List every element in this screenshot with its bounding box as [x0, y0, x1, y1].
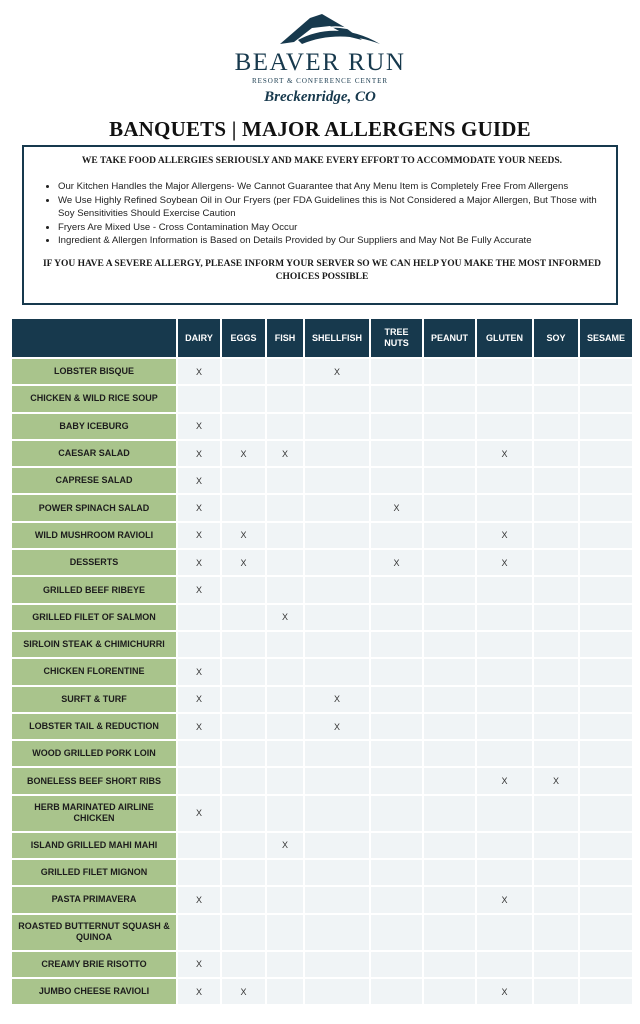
allergen-cell: [534, 687, 578, 712]
table-row: [12, 741, 632, 766]
column-header: GLUTEN: [477, 319, 532, 357]
allergen-cell: [534, 386, 578, 411]
allergen-cell: X: [178, 441, 220, 466]
allergen-cell: [222, 833, 265, 858]
allergen-cell: [424, 915, 475, 950]
brand-location: Breckenridge, CO: [264, 89, 376, 105]
notice-list: [42, 180, 602, 248]
allergen-cell: [534, 741, 578, 766]
allergen-cell: [371, 386, 422, 411]
allergen-cell: X: [178, 952, 220, 977]
allergen-cell: X: [267, 441, 303, 466]
allergen-cell: [267, 523, 303, 548]
dish-name: JUMBO CHEESE RAVIOLI: [12, 979, 176, 1004]
allergen-cell: [580, 887, 632, 912]
allergen-cell: X: [222, 523, 265, 548]
allergen-cell: [477, 495, 532, 520]
allergen-cell: [305, 550, 369, 575]
allergen-cell: [424, 577, 475, 602]
column-header: PEANUT: [424, 319, 475, 357]
allergen-cell: [580, 741, 632, 766]
column-header: DAIRY: [178, 319, 220, 357]
allergen-cell: X: [477, 441, 532, 466]
table-row: [12, 714, 632, 739]
allergen-cell: [580, 659, 632, 684]
allergen-cell: [424, 687, 475, 712]
allergen-cell: [305, 833, 369, 858]
allergen-cell: [178, 768, 220, 793]
allergen-cell: [371, 714, 422, 739]
brand-name: BEAVER RUN: [234, 49, 406, 76]
notice-footer: IF YOU HAVE A SEVERE ALLERGY, PLEASE INFORM YOUR SERVER SO WE CAN HELP YOU MAKE THE MOST INFORMED CHOICES POSSIBLE: [42, 258, 602, 282]
allergen-cell: [371, 915, 422, 950]
allergen-cell: [580, 952, 632, 977]
dish-name: PASTA PRIMAVERA: [12, 887, 176, 912]
allergen-cell: [178, 915, 220, 950]
allergen-cell: [580, 687, 632, 712]
dish-name: LOBSTER TAIL & REDUCTION: [12, 714, 176, 739]
allergen-cell: [580, 386, 632, 411]
allergen-cell: [371, 687, 422, 712]
allergen-cell: [222, 714, 265, 739]
allergen-cell: [477, 796, 532, 831]
allergen-cell: [267, 632, 303, 657]
allergen-cell: [267, 359, 303, 384]
allergen-cell: [580, 915, 632, 950]
allergen-cell: [424, 860, 475, 885]
allergen-cell: [477, 741, 532, 766]
dish-name: POWER SPINACH SALAD: [12, 495, 176, 520]
dish-name: CHICKEN FLORENTINE: [12, 659, 176, 684]
allergen-cell: [267, 979, 303, 1004]
allergen-cell: [534, 468, 578, 493]
allergen-cell: X: [305, 687, 369, 712]
allergen-cell: [477, 414, 532, 439]
allergen-cell: X: [477, 887, 532, 912]
dish-name: ISLAND GRILLED MAHI MAHI: [12, 833, 176, 858]
allergen-cell: [477, 714, 532, 739]
dish-name: HERB MARINATED AIRLINE CHICKEN: [12, 796, 176, 831]
allergen-cell: [477, 468, 532, 493]
allergen-cell: [222, 605, 265, 630]
allergen-cell: [305, 952, 369, 977]
mountain-logo-icon: [250, 10, 390, 48]
allergen-cell: [305, 979, 369, 1004]
allergen-cell: [371, 414, 422, 439]
allergen-cell: [477, 833, 532, 858]
notice-bullet: • Ingredient & Allergen Information is Based on Details Provided by Our Suppliers and May Not Be Fully Accurate: [58, 234, 602, 248]
allergen-cell: [371, 860, 422, 885]
allergen-cell: X: [534, 768, 578, 793]
dish-name: WOOD GRILLED PORK LOIN: [12, 741, 176, 766]
allergen-cell: [371, 887, 422, 912]
allergen-cell: [580, 414, 632, 439]
allergen-cell: [424, 833, 475, 858]
allergen-cell: [477, 687, 532, 712]
allergen-cell: X: [178, 414, 220, 439]
allergen-cell: [534, 632, 578, 657]
notice-heading: WE TAKE FOOD ALLERGIES SERIOUSLY AND MAKE EVERY EFFORT TO ACCOMMODATE YOUR NEEDS.: [81, 156, 563, 166]
allergen-cell: [178, 860, 220, 885]
table-row: [12, 386, 632, 411]
header-corner: [12, 319, 176, 357]
column-header: EGGS: [222, 319, 265, 357]
allergen-cell: X: [178, 714, 220, 739]
allergen-cell: X: [305, 714, 369, 739]
allergen-cell: [424, 468, 475, 493]
allergen-cell: [534, 979, 578, 1004]
table-row: [12, 359, 632, 384]
dish-name: GRILLED BEEF RIBEYE: [12, 577, 176, 602]
allergen-cell: [424, 523, 475, 548]
allergen-cell: [580, 632, 632, 657]
table-row: [12, 659, 632, 684]
allergen-cell: [534, 714, 578, 739]
allergen-cell: [222, 952, 265, 977]
allergen-cell: [580, 833, 632, 858]
allergen-cell: [580, 979, 632, 1004]
allergen-cell: [534, 952, 578, 977]
dish-name: BABY ICEBURG: [12, 414, 176, 439]
allergen-cell: [424, 495, 475, 520]
allergen-cell: [371, 796, 422, 831]
dish-name: WILD MUSHROOM RAVIOLI: [12, 523, 176, 548]
column-header: SOY: [534, 319, 578, 357]
dish-name: SIRLOIN STEAK & CHIMICHURRI: [12, 632, 176, 657]
allergen-cell: X: [305, 359, 369, 384]
dish-name: GRILLED FILET MIGNON: [12, 860, 176, 885]
allergen-cell: [267, 741, 303, 766]
allergen-table: [10, 317, 634, 1006]
notice-bullet: • We Use Highly Refined Soybean Oil in Our Fryers (per FDA Guidelines this is Not Considered a Major Allergen, But Those with Soy Sensitivities Should Exercise Caution: [58, 194, 602, 221]
allergen-cell: [305, 915, 369, 950]
allergen-cell: [424, 979, 475, 1004]
allergen-cell: [305, 887, 369, 912]
table-row: [12, 441, 632, 466]
allergen-cell: [305, 468, 369, 493]
table-row: [12, 915, 632, 950]
allergen-cell: [424, 441, 475, 466]
table-row: [12, 979, 632, 1004]
allergen-cell: [371, 979, 422, 1004]
allergen-cell: [534, 915, 578, 950]
table-row: [12, 550, 632, 575]
table-row: [12, 887, 632, 912]
table-header-row: [12, 319, 632, 357]
table-row: [12, 768, 632, 793]
allergen-cell: X: [178, 359, 220, 384]
table-row: [12, 523, 632, 548]
allergen-cell: [371, 833, 422, 858]
allergen-cell: [267, 887, 303, 912]
allergen-cell: X: [371, 550, 422, 575]
allergen-cell: [534, 659, 578, 684]
allergen-cell: [371, 952, 422, 977]
allergen-cell: [424, 550, 475, 575]
allergen-cell: [222, 359, 265, 384]
allergen-cell: [222, 414, 265, 439]
allergen-cell: [371, 523, 422, 548]
allergen-cell: X: [222, 979, 265, 1004]
allergen-cell: [580, 768, 632, 793]
allergy-notice: [22, 145, 618, 305]
allergen-cell: [477, 860, 532, 885]
allergen-cell: [371, 741, 422, 766]
allergen-cell: [371, 605, 422, 630]
allergen-cell: [424, 714, 475, 739]
allergen-cell: [305, 414, 369, 439]
allergen-cell: [267, 687, 303, 712]
allergen-cell: [424, 768, 475, 793]
allergen-cell: [371, 632, 422, 657]
allergen-cell: [477, 915, 532, 950]
allergen-cell: [534, 605, 578, 630]
dish-name: SURFT & TURF: [12, 687, 176, 712]
allergen-cell: X: [178, 687, 220, 712]
allergen-cell: [477, 577, 532, 602]
allergen-cell: [580, 441, 632, 466]
allergen-cell: [534, 359, 578, 384]
allergen-cell: [178, 605, 220, 630]
allergen-cell: [477, 605, 532, 630]
allergen-cell: [222, 796, 265, 831]
dish-name: CAPRESE SALAD: [12, 468, 176, 493]
allergen-cell: X: [178, 577, 220, 602]
allergen-cell: X: [178, 495, 220, 520]
allergen-cell: X: [178, 796, 220, 831]
dish-name: BONELESS BEEF SHORT RIBS: [12, 768, 176, 793]
allergen-cell: [580, 796, 632, 831]
allergen-cell: [580, 523, 632, 548]
allergen-cell: [222, 768, 265, 793]
allergen-cell: [267, 952, 303, 977]
allergen-cell: X: [477, 550, 532, 575]
allergen-cell: [305, 523, 369, 548]
allergen-cell: [222, 386, 265, 411]
allergen-cell: [267, 768, 303, 793]
column-header: SESAME: [580, 319, 632, 357]
allergen-cell: [534, 441, 578, 466]
allergen-cell: [305, 577, 369, 602]
allergen-cell: [580, 714, 632, 739]
allergen-cell: [267, 468, 303, 493]
allergen-cell: [424, 952, 475, 977]
allergen-cell: [580, 468, 632, 493]
allergen-cell: [580, 359, 632, 384]
allergen-cell: [178, 386, 220, 411]
allergen-cell: X: [178, 523, 220, 548]
allergen-cell: [305, 860, 369, 885]
allergen-cell: [477, 952, 532, 977]
allergen-cell: [178, 833, 220, 858]
allergen-cell: [424, 796, 475, 831]
allergen-cell: X: [178, 887, 220, 912]
allergen-cell: X: [477, 523, 532, 548]
allergen-cell: [222, 632, 265, 657]
table-row: [12, 860, 632, 885]
dish-name: CHICKEN & WILD RICE SOUP: [12, 386, 176, 411]
allergen-cell: [477, 386, 532, 411]
allergen-cell: [305, 741, 369, 766]
allergen-cell: [267, 550, 303, 575]
allergen-cell: [534, 887, 578, 912]
dish-name: LOBSTER BISQUE: [12, 359, 176, 384]
allergen-cell: [580, 550, 632, 575]
allergen-cell: [222, 687, 265, 712]
allergen-cell: [580, 860, 632, 885]
dish-name: CREAMY BRIE RISOTTO: [12, 952, 176, 977]
allergen-cell: [534, 577, 578, 602]
allergen-cell: [580, 495, 632, 520]
allergen-cell: [305, 768, 369, 793]
allergen-cell: [305, 605, 369, 630]
allergen-cell: [267, 414, 303, 439]
allergen-cell: [477, 359, 532, 384]
allergen-cell: [424, 741, 475, 766]
allergen-cell: [267, 714, 303, 739]
dish-name: DESSERTS: [12, 550, 176, 575]
page-title: BANQUETS | MAJOR ALLERGENS GUIDE: [109, 117, 531, 141]
dish-name: ROASTED BUTTERNUT SQUASH & QUINOA: [12, 915, 176, 950]
allergen-cell: [580, 605, 632, 630]
allergen-cell: [305, 632, 369, 657]
allergen-cell: [424, 887, 475, 912]
dish-name: CAESAR SALAD: [12, 441, 176, 466]
allergen-cell: [222, 577, 265, 602]
allergen-cell: [305, 796, 369, 831]
table-row: [12, 687, 632, 712]
allergen-cell: [305, 386, 369, 411]
allergen-cell: [222, 468, 265, 493]
table-row: [12, 605, 632, 630]
table-row: [12, 833, 632, 858]
table-body: [12, 359, 632, 1004]
allergen-cell: [305, 495, 369, 520]
allergen-cell: [424, 386, 475, 411]
allergen-cell: [477, 659, 532, 684]
allergen-cell: X: [222, 550, 265, 575]
allergen-cell: X: [222, 441, 265, 466]
allergen-cell: [580, 577, 632, 602]
column-header: TREE NUTS: [371, 319, 422, 357]
table-row: [12, 468, 632, 493]
allergen-cell: [534, 495, 578, 520]
allergen-cell: [305, 659, 369, 684]
allergen-cell: [267, 577, 303, 602]
allergen-cell: [424, 414, 475, 439]
table-row: [12, 796, 632, 831]
allergen-cell: X: [371, 495, 422, 520]
allergen-cell: X: [178, 659, 220, 684]
brand-subtitle: RESORT & CONFERENCE CENTER: [251, 77, 389, 85]
allergen-cell: X: [267, 833, 303, 858]
allergen-cell: X: [267, 605, 303, 630]
allergen-cell: [222, 741, 265, 766]
allergen-cell: [371, 768, 422, 793]
allergen-cell: X: [477, 768, 532, 793]
allergen-cell: [222, 495, 265, 520]
allergen-cell: [305, 441, 369, 466]
table-row: [12, 952, 632, 977]
allergen-cell: [371, 359, 422, 384]
allergen-cell: [267, 659, 303, 684]
allergen-cell: [222, 659, 265, 684]
allergen-cell: X: [178, 468, 220, 493]
dish-name: GRILLED FILET OF SALMON: [12, 605, 176, 630]
allergen-cell: [534, 414, 578, 439]
allergen-cell: [267, 495, 303, 520]
table-row: [12, 577, 632, 602]
allergen-cell: [424, 605, 475, 630]
allergen-cell: [371, 659, 422, 684]
table-row: [12, 632, 632, 657]
allergen-cell: [178, 632, 220, 657]
allergen-cell: [534, 550, 578, 575]
allergen-cell: [178, 741, 220, 766]
allergen-cell: [534, 833, 578, 858]
notice-bullet: • Fryers Are Mixed Use - Cross Contamination May Occur: [58, 221, 602, 235]
allergen-cell: [424, 359, 475, 384]
allergen-cell: [371, 441, 422, 466]
allergen-cell: [267, 860, 303, 885]
allergen-cell: [267, 386, 303, 411]
allergen-cell: [534, 860, 578, 885]
table-row: [12, 414, 632, 439]
allergen-cell: X: [178, 550, 220, 575]
allergen-cell: [222, 860, 265, 885]
column-header: SHELLFISH: [305, 319, 369, 357]
column-header: FISH: [267, 319, 303, 357]
allergen-cell: [534, 796, 578, 831]
allergen-cell: [371, 468, 422, 493]
allergen-cell: X: [178, 979, 220, 1004]
allergen-cell: [534, 523, 578, 548]
allergen-cell: [267, 796, 303, 831]
brand-logo: [0, 10, 640, 106]
allergen-cell: [477, 632, 532, 657]
allergen-cell: [424, 659, 475, 684]
allergen-cell: [222, 915, 265, 950]
notice-bullet: • Our Kitchen Handles the Major Allergens- We Cannot Guarantee that Any Menu Item is Completely Free From Allergens: [58, 180, 602, 194]
allergen-cell: [424, 632, 475, 657]
allergen-cell: [267, 915, 303, 950]
allergen-cell: X: [477, 979, 532, 1004]
allergen-cell: [371, 577, 422, 602]
table-row: [12, 495, 632, 520]
allergen-cell: [222, 887, 265, 912]
